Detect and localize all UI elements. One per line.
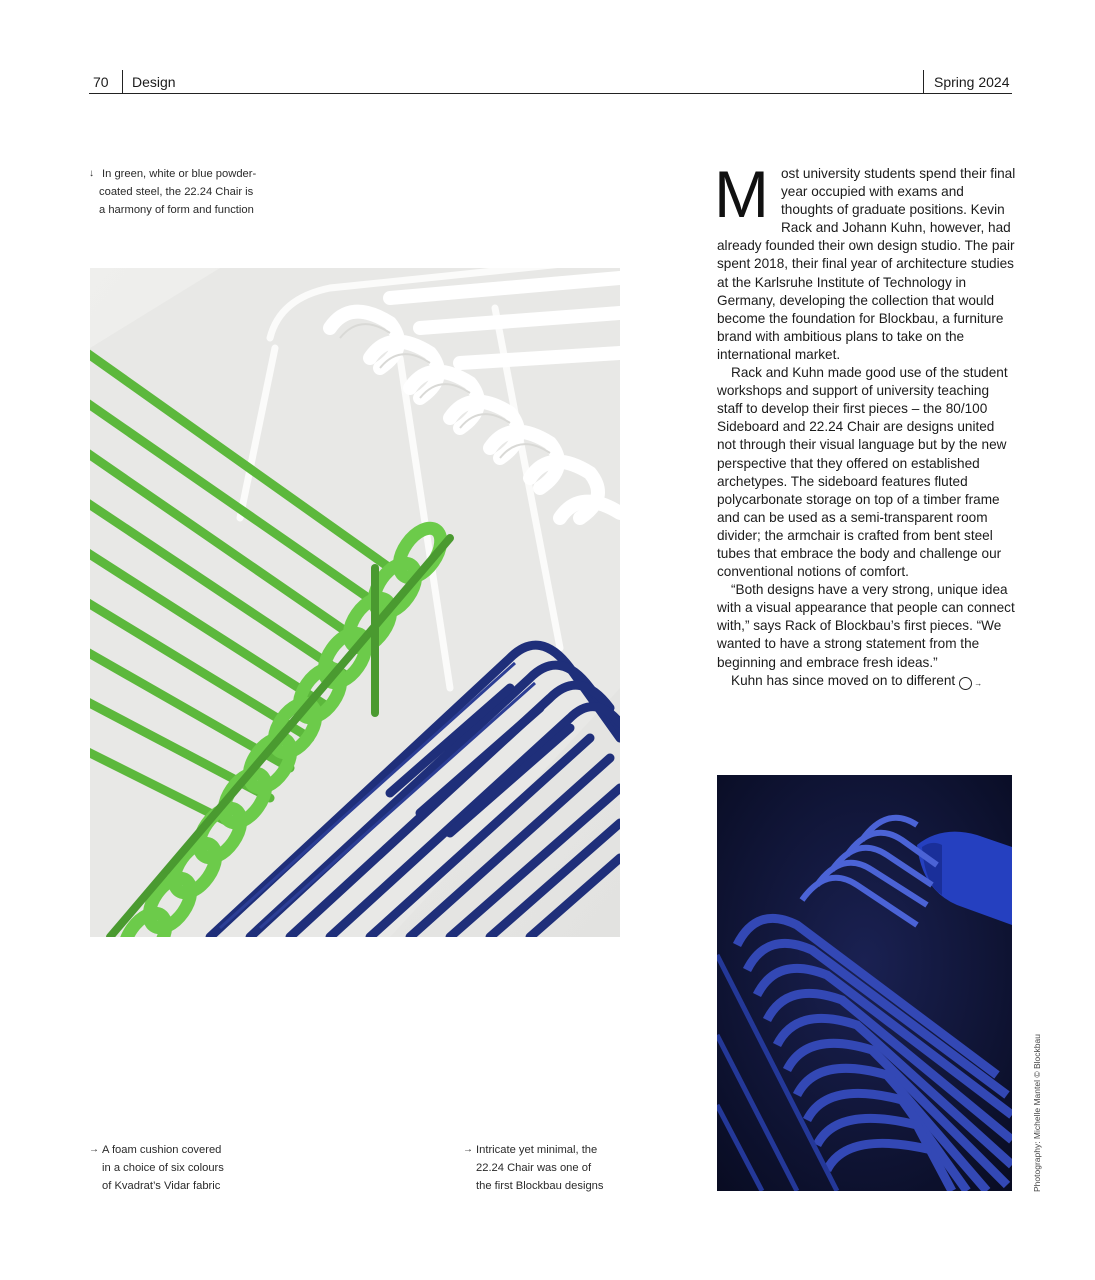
- caption-line: coated steel, the 22.24 Chair is: [99, 186, 254, 198]
- header-divider: [122, 70, 123, 93]
- caption-line: in a choice of six colours: [102, 1162, 224, 1174]
- article-paragraph: ost university students spend their final year occupied with exams and thoughts of graduate positions. Kevin Rack and Johann Kuhn, however, had already founded their own design studio. The pair spent 2018, their final year of architecture studies at the Karlsruhe Institute of Technology in Germany, developing the collection that would become the foundation for Blockbau, a furniture brand with ambitious plans to take on the international market.: [717, 166, 1016, 362]
- caption-line: of Kvadrat’s Vidar fabric: [102, 1180, 221, 1192]
- article-paragraph: Rack and Kuhn made good use of the student workshops and support of university teaching staff to develop their first pieces – the 80/100 Sideboard and 22.24 Chair are designs united not through their visual language but by the new perspective that they offered on established archetypes. The sideboard features fluted polycarbonate storage on top of a timber frame and can be used as a semi-transparent room divider; the armchair is crafted from bent steel tubes that embrace the body and challenge our conventional notions of comfort.: [717, 365, 1008, 580]
- arrow-right-icon: →: [463, 1144, 473, 1155]
- caption-line: the first Blockbau designs: [476, 1180, 604, 1192]
- photo-credit: Photography: Michelle Mantel © Blockbau: [1032, 1034, 1042, 1192]
- caption-line: 22.24 Chair was one of: [476, 1162, 592, 1174]
- page-header: [89, 70, 1012, 94]
- header-divider: [923, 70, 924, 93]
- issue-label: Spring 2024: [934, 74, 1010, 90]
- article-paragraph-text: Kuhn has since moved on to different: [731, 672, 956, 688]
- caption-bottom-left: [89, 1141, 224, 1195]
- arrow-right-icon: →: [89, 1144, 99, 1155]
- caption-line: A foam cushion covered: [102, 1144, 222, 1156]
- arrow-down-icon: ↓: [89, 168, 94, 179]
- caption-line: In green, white or blue powder-: [102, 168, 257, 180]
- chairs-photo: [90, 268, 620, 937]
- caption-top: [89, 165, 256, 219]
- article-body: [714, 157, 1017, 690]
- drop-cap: M: [714, 157, 769, 231]
- caption-line: Intricate yet minimal, the: [476, 1144, 598, 1156]
- article-paragraph: [717, 672, 1017, 690]
- section-title: Design: [132, 74, 176, 90]
- continue-arrow-icon: →: [959, 677, 972, 690]
- caption-line: a harmony of form and function: [99, 204, 254, 216]
- blue-chair-photo: [717, 775, 1012, 1191]
- page-number: 70: [93, 74, 109, 90]
- caption-bottom-mid: [463, 1141, 603, 1195]
- article-paragraph: “Both designs have a very strong, unique idea with a visual appearance that people can connect with,” says Rack of Blockbau’s first pieces. “We wanted to have a strong statement from the beginning and embrace fresh ideas.”: [717, 582, 1015, 670]
